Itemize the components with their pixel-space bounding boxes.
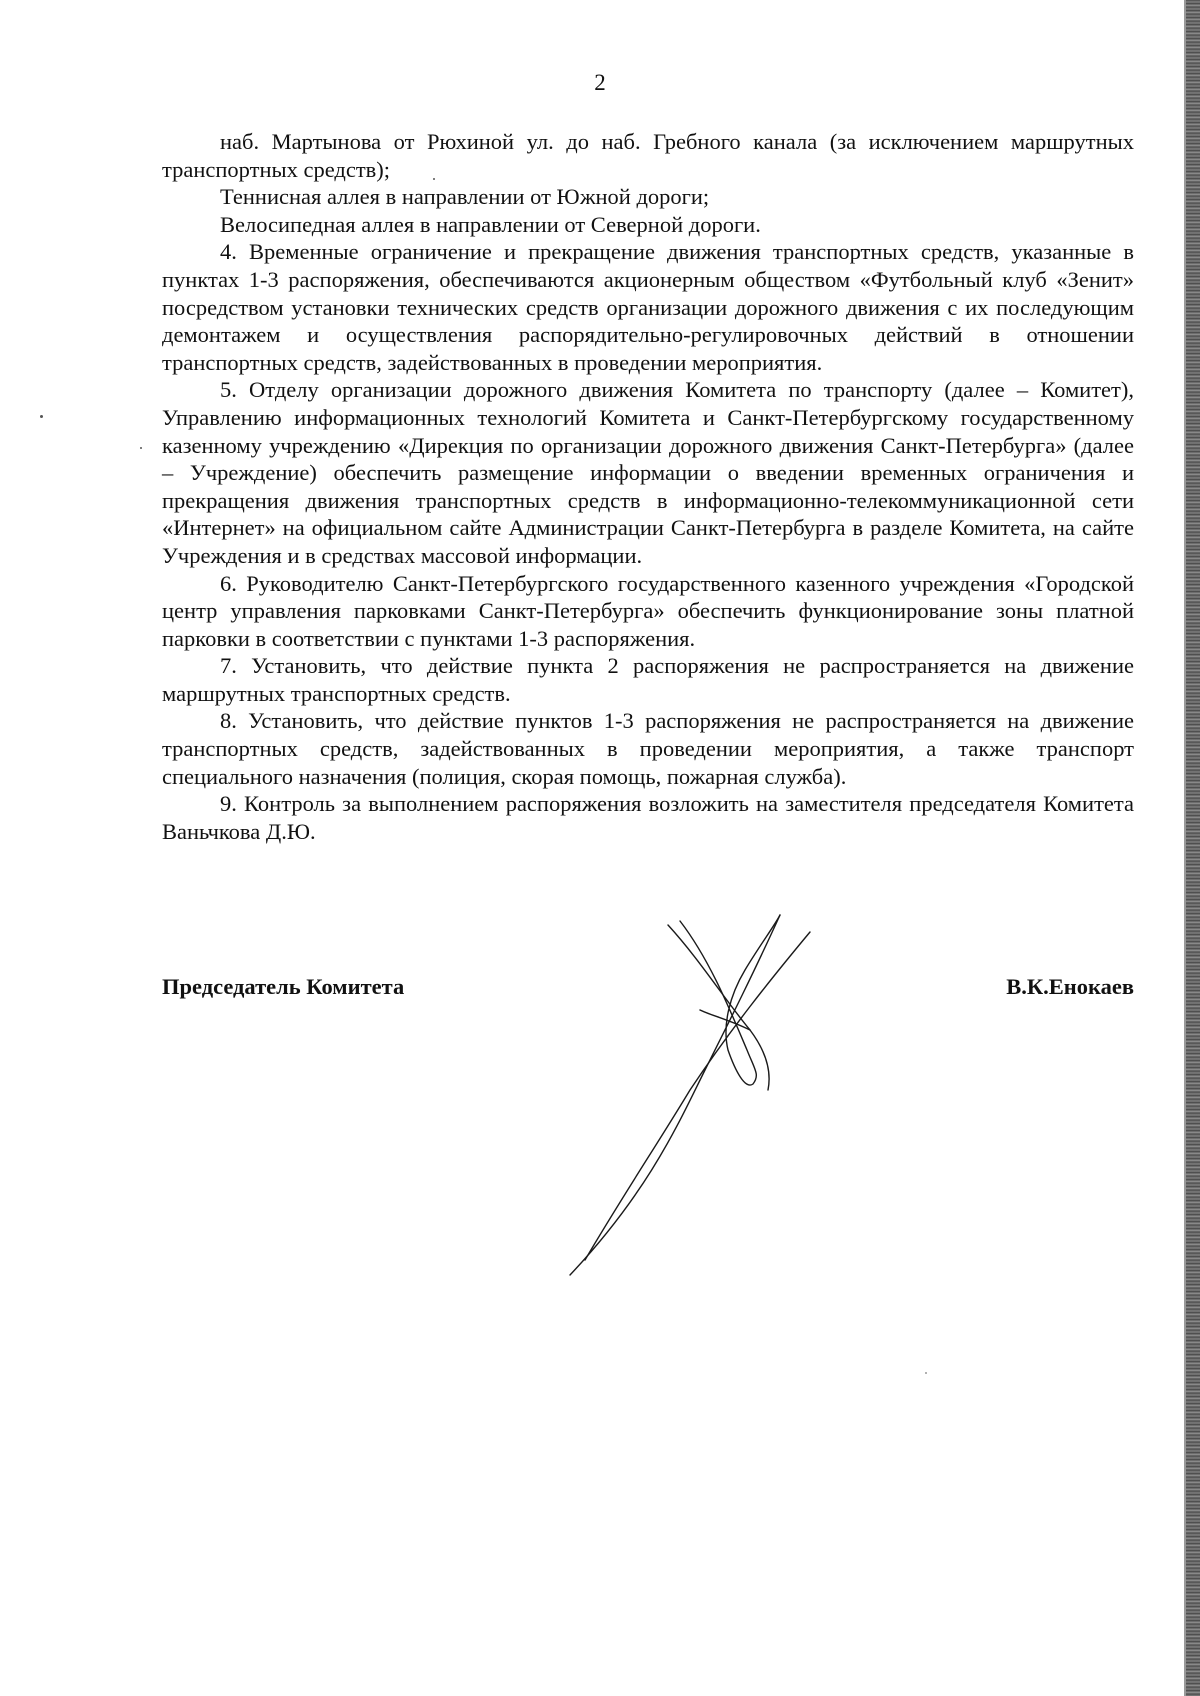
signatory-title: Председатель Комитета bbox=[162, 974, 405, 999]
paragraph-item-5: 5. Отделу организации дорожного движения Комитета по транспорту (далее – Комитет), Управлению информационных технологий Комитета и Санкт-Петербургскому государственному казенному учреждению «Дирекция по организации дорожного движения Санкт-Петербурга» (далее – Учреждение) обеспечить размещение информации о введении временных ограничения и прекращения движения транспортных средств в информационно-телекоммуникационной сети «Интернет» на официальном сайте Администрации Санкт-Петербурга в разделе Комитета, на сайте Учреждения и в средствах массовой информации. bbox=[162, 377, 1134, 568]
scan-speck bbox=[925, 1372, 927, 1374]
paragraph-item-9: 9. Контроль за выполнением распоряжения возложить на заместителя председателя Комитета Ваньчкова Д.Ю. bbox=[162, 791, 1134, 844]
page-number: 2 bbox=[594, 70, 606, 95]
paragraph-item-6: 6. Руководителю Санкт-Петербургского государственного казенного учреждения «Городской центр управления парковками Санкт-Петербурга» обеспечить функционирование зоны платной парковки в соответствии с пунктами 1-3 распоряжения. bbox=[162, 570, 1134, 651]
paragraph-item-4: 4. Временные ограничение и прекращение движения транспортных средств, указанные в пунктах 1-3 распоряжения, обеспечиваются акционерным обществом «Футбольный клуб «Зенит» посредством установки технических средств организации дорожного движения с их последующим демонтажем и осуществления распорядительно-регулировочных действий в отношении транспортных средств, задействованных в проведении мероприятия. bbox=[162, 239, 1134, 375]
scan-speck bbox=[433, 178, 435, 180]
signature-block bbox=[162, 974, 1134, 1008]
paragraph-embankment: наб. Мартынова от Рюхиной ул. до наб. Гребного канала (за исключением маршрутных транспортных средств); bbox=[162, 129, 1134, 182]
handwritten-signature-icon bbox=[550, 900, 870, 1290]
scan-speck bbox=[140, 447, 142, 449]
scan-edge-line bbox=[1184, 0, 1186, 1696]
paragraph-tennis-alley: Теннисная аллея в направлении от Южной дороги; bbox=[220, 184, 710, 210]
scan-speck bbox=[40, 415, 43, 418]
signatory-name: В.К.Енокаев bbox=[1006, 974, 1134, 999]
scan-edge-shadow bbox=[1186, 0, 1200, 1696]
document-body bbox=[162, 128, 1134, 845]
paragraph-item-7: 7. Установить, что действие пункта 2 распоряжения не распространяется на движение маршрутных транспортных средств. bbox=[162, 653, 1134, 706]
paragraph-item-8: 8. Установить, что действие пунктов 1-3 распоряжения не распространяется на движение транспортных средств, задействованных в проведении мероприятия, а также транспорт специального назначения (полиция, скорая помощь, пожарная служба). bbox=[162, 708, 1134, 789]
paragraph-bicycle-alley: Велосипедная аллея в направлении от Северной дороги. bbox=[220, 211, 761, 237]
